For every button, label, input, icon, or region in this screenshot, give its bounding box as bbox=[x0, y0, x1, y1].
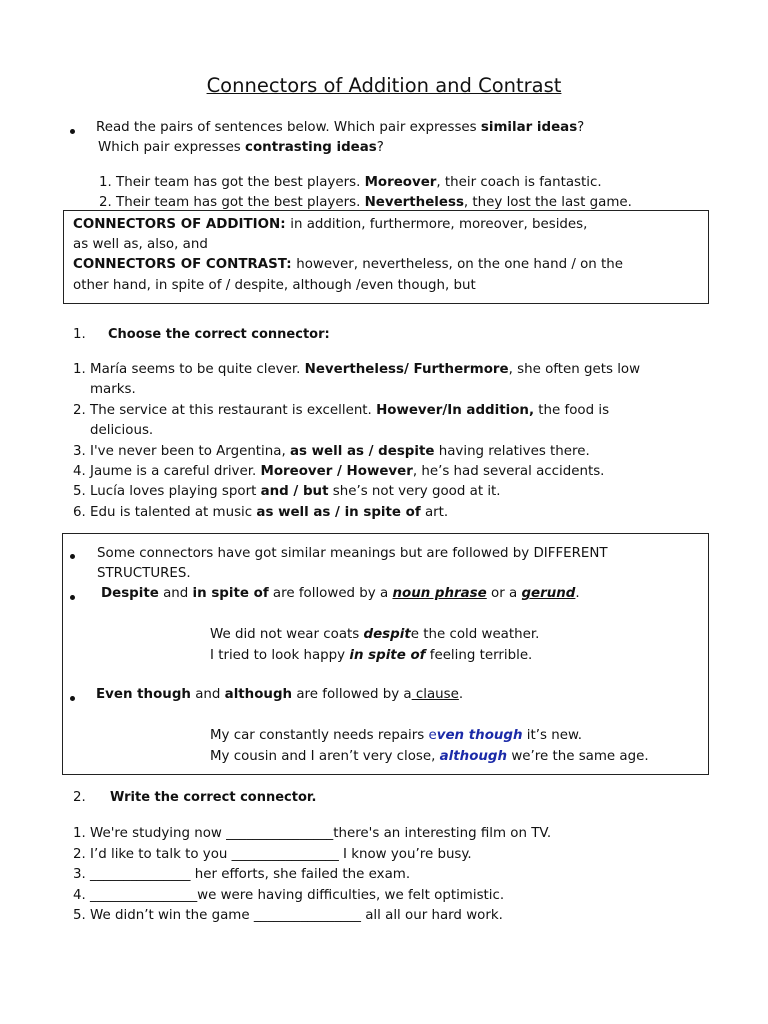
exercise-1-item: 6. Edu is talented at music as well as / in spite of art. bbox=[73, 505, 449, 520]
exercise-1-item: 2. The service at this restaurant is excellent. However/In addition, the food is bbox=[73, 403, 610, 418]
although-example-2: My cousin and I aren’t very close, although we’re the same age. bbox=[210, 749, 649, 764]
bullet-icon bbox=[70, 595, 75, 600]
addition-line-2: as well as, also, and bbox=[73, 237, 208, 252]
although-example-1: My car constantly needs repairs even though it’s new. bbox=[210, 728, 582, 743]
exercise-2-number: 2. bbox=[73, 790, 86, 805]
bullet-icon bbox=[70, 554, 75, 559]
contrast-line-2: other hand, in spite of / despite, although /even though, but bbox=[73, 278, 476, 293]
exercise-1-number: 1. bbox=[73, 327, 86, 342]
despite-example-2: I tried to look happy in spite of feeling terrible. bbox=[210, 648, 533, 663]
exercise-1-item: 1. María seems to be quite clever. Nevertheless/ Furthermore, she often gets low bbox=[73, 362, 641, 377]
example-sentence-2: 2. Their team has got the best players. Nevertheless, they lost the last game. bbox=[99, 195, 632, 210]
exercise-2-item[interactable]: 2. I’d like to talk to you ________________ I know you’re busy. bbox=[73, 847, 472, 862]
despite-rule: Despite and in spite of are followed by a noun phrase or a gerund. bbox=[101, 586, 580, 601]
contrast-line-1: CONNECTORS OF CONTRAST: however, nevertheless, on the one hand / on the bbox=[73, 257, 624, 272]
example-sentence-1: 1. Their team has got the best players. Moreover, their coach is fantastic. bbox=[99, 175, 602, 190]
page-title: Connectors of Addition and Contrast bbox=[206, 74, 562, 97]
exercise-2-item[interactable]: 1. We're studying now ________________there's an interesting film on TV. bbox=[73, 826, 552, 841]
exercise-1-item: 3. I've never been to Argentina, as well as / despite having relatives there. bbox=[73, 444, 590, 459]
structures-note-line-1: Some connectors have got similar meanings but are followed by DIFFERENT bbox=[97, 546, 608, 561]
exercise-1-item: 4. Jaume is a careful driver. Moreover / However, he’s had several accidents. bbox=[73, 464, 605, 479]
bullet-icon bbox=[70, 696, 75, 701]
exercise-1-heading: Choose the correct connector: bbox=[108, 327, 330, 342]
exercise-1-item-cont: marks. bbox=[90, 382, 136, 397]
intro-line-1: Read the pairs of sentences below. Which pair expresses similar ideas? bbox=[96, 120, 585, 135]
although-rule: Even though and although are followed by a clause. bbox=[96, 687, 464, 702]
bullet-icon bbox=[70, 129, 75, 134]
intro-line-2: Which pair expresses contrasting ideas? bbox=[98, 140, 384, 155]
exercise-1-item-cont: delicious. bbox=[90, 423, 154, 438]
exercise-2-item[interactable]: 4. ________________we were having difficulties, we felt optimistic. bbox=[73, 888, 505, 903]
structures-note-line-2: STRUCTURES. bbox=[97, 566, 191, 581]
exercise-2-item[interactable]: 5. We didn’t win the game ________________ all all our hard work. bbox=[73, 908, 503, 923]
addition-line-1: CONNECTORS OF ADDITION: in addition, furthermore, moreover, besides, bbox=[73, 217, 588, 232]
exercise-2-item[interactable]: 3. _______________ her efforts, she failed the exam. bbox=[73, 867, 411, 882]
exercise-2-heading: Write the correct connector. bbox=[110, 790, 317, 805]
exercise-1-item: 5. Lucía loves playing sport and / but she’s not very good at it. bbox=[73, 484, 501, 499]
despite-example-1: We did not wear coats despite the cold weather. bbox=[210, 627, 540, 642]
